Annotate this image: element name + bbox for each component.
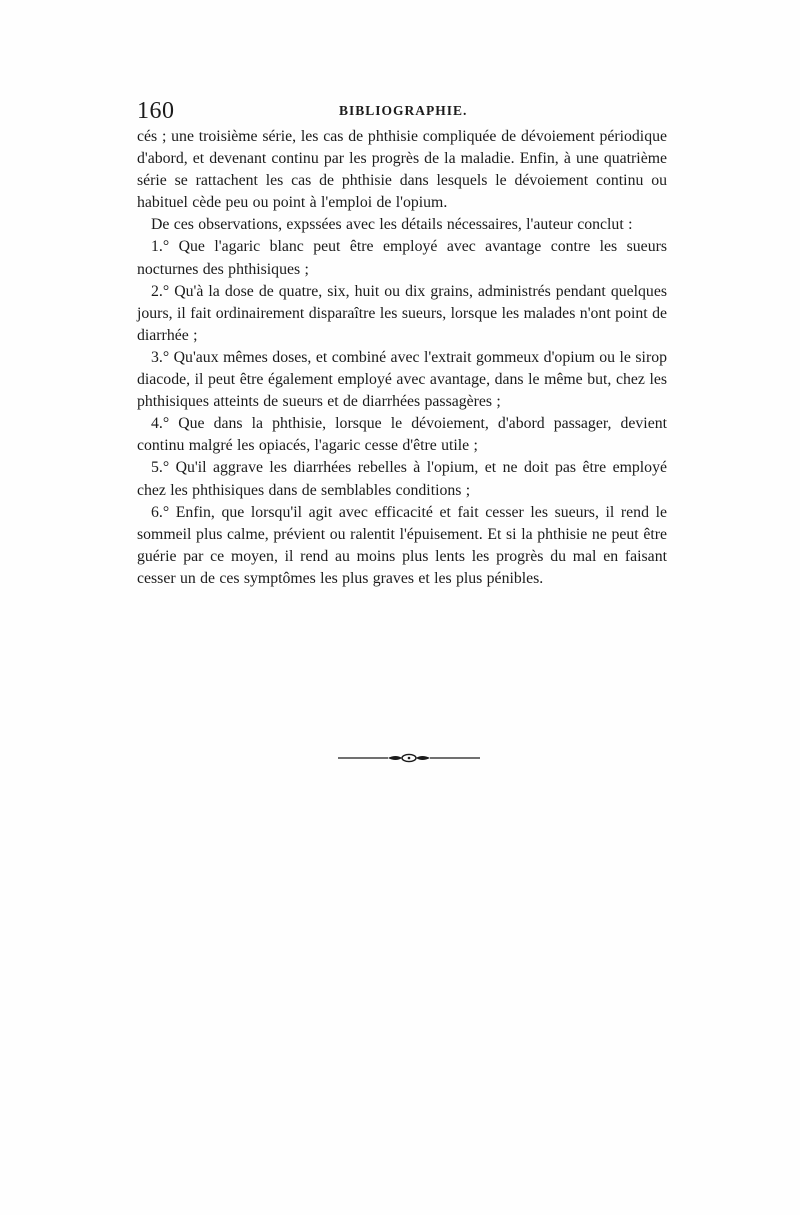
conclusion-item-1: 1.° Que l'agaric blanc peut être employé avec avantage contre les sueurs nocturnes des phthisiques ; [137, 238, 667, 278]
running-title: BIBLIOGRAPHIE. [339, 103, 468, 118]
conclusion-item-3: 3.° Qu'aux mêmes doses, et combiné avec l'extrait gommeux d'opium ou le sirop diacode, il peut être également employé avec avantage, dans le même but, chez les phthisiques atteints de sueurs et de diarrhées passagères ; [137, 348, 667, 411]
conclusion-item-2: 2.° Qu'à la dose de quatre, six, huit ou dix grains, administrés pendant quelques jours, il fait ordinairement disparaître les sueurs, lorsque les malades n'ont point de diarrhée ; [137, 282, 667, 344]
conclusion-item-6: 6.° Enfin, que lorsqu'il agit avec efficacité et fait cesser les sueurs, il rend le sommeil plus calme, prévient ou ralentit l'épuisement. Et si la phthisie ne peut être guérie par ce moyen, il rend au moins plus lents les progrès du mal en faisant cesser un de ces symptômes les plus graves et les plus pénibles. [137, 503, 667, 587]
page-number: 160 [137, 98, 175, 124]
paragraph-intro-conclusion: De ces observations, expssées avec les détails nécessaires, l'auteur conclut : [151, 216, 633, 234]
conclusion-item-4: 4.° Que dans la phthisie, lorsque le dévoiement, d'abord passager, devient continu malgré les opiacés, l'agaric cesse d'être utile ; [137, 415, 667, 455]
body-text [137, 126, 667, 590]
ornamental-rule-icon [338, 753, 480, 763]
conclusion-item-5: 5.° Qu'il aggrave les diarrhées rebelles à l'opium, et ne doit pas être employé chez les phthisiques dans de semblables conditions ; [137, 459, 667, 499]
paragraph-continuation: cés ; une troisième série, les cas de phthisie compliquée de dévoiement périodique d'abord, et devenant continu par les progrès de la maladie. Enfin, à une quatrième série se rattachent les cas de phthisie dans lesquels le dévoiement continu ou habituel cède peu ou point à l'emploi de l'opium. [137, 128, 667, 212]
page-header [137, 96, 667, 130]
